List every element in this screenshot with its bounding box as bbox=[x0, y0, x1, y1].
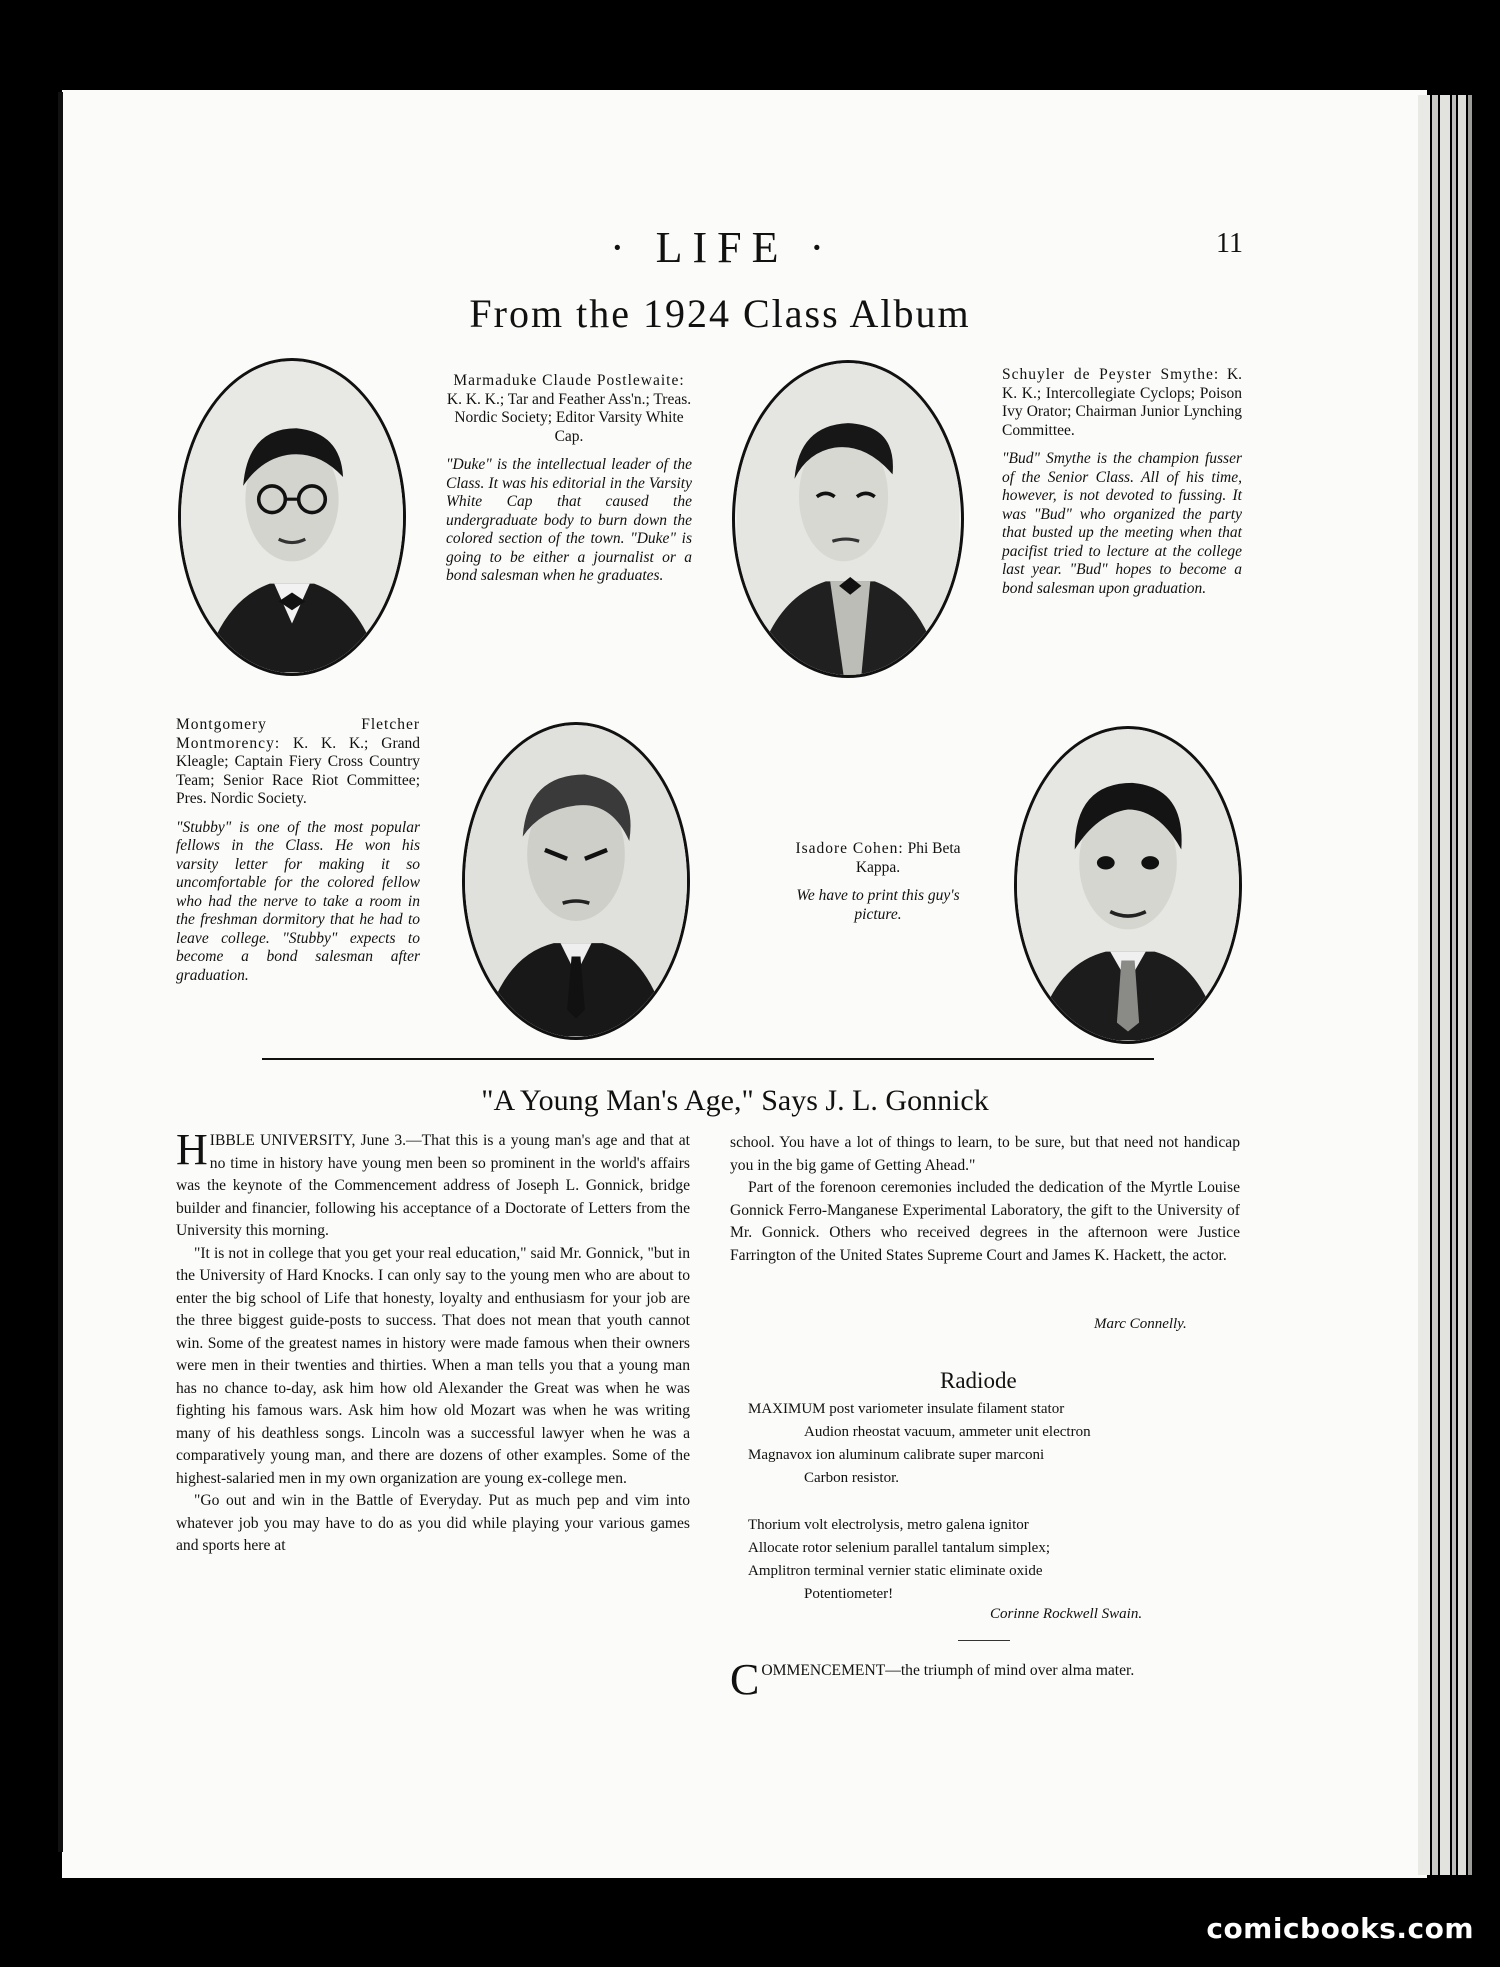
page-edge bbox=[1432, 95, 1438, 1875]
page-number: 11 bbox=[1216, 228, 1243, 259]
student-blurb: "Bud" Smythe is the champion fusser of the Senior Class. All of his time, however, is not devoted to fussing. It was "Bud" who organized the party that busted up the meeting when that pacifist tried to lecture at the college last year. "Bud" hopes to become a bond salesman upon graduation. bbox=[1002, 450, 1242, 597]
article-paragraph: HIBBLE UNIVERSITY, June 3.—That this is a young man's age and that at no time in history have young men been so prominent in the world's affairs was the keynote of the Commencement address of Joseph L. Gonnick, bridge builder and financier, following his acceptance of a Doctorate of Letters from the University this morning. bbox=[176, 1125, 690, 1239]
caption-cohen bbox=[780, 840, 976, 924]
student-details: K. K. K.; Grand Kleagle; Captain Fiery Cross Country Team; Senior Race Riot Committee; Pres. Nordic Society. bbox=[176, 734, 420, 807]
poem-signature: Corinne Rockwell Swain. bbox=[990, 1606, 1143, 1622]
student-details: K. K. K.; Intercollegiate Cyclops; Poison Ivy Orator; Chairman Junior Lynching Committee. bbox=[1002, 366, 1243, 439]
portrait-cohen bbox=[1014, 726, 1242, 1044]
student-blurb: "Duke" is the intellectual leader of the Class. It was his editorial in the Varsity White Cap that caused the undergraduate body to burn down the colored section of the town. "Duke" is going to be either a journalist or a bond salesman when he graduates. bbox=[446, 456, 692, 584]
masthead: · LIFE · bbox=[610, 223, 835, 272]
poem-stanza-2: Thorium volt electrolysis, metro galena ignitor Allocate rotor selenium parallel tantalum simplex; Amplitron terminal vernier static eliminate oxide Potentiometer! bbox=[748, 1517, 1050, 1602]
student-name: Schuyler de Peyster Smythe: bbox=[1002, 366, 1220, 383]
page-edge bbox=[1468, 95, 1472, 1875]
student-blurb: We have to print this guy's picture. bbox=[796, 887, 960, 923]
album-title: From the 1924 Class Album bbox=[469, 291, 971, 336]
watermark: comicbooks.com bbox=[1206, 1912, 1474, 1945]
page-edge bbox=[1418, 95, 1430, 1875]
student-name: Marmaduke Claude Postlewaite: bbox=[453, 372, 685, 389]
drop-cap: C bbox=[730, 1655, 760, 1704]
article-paragraph: school. You have a lot of things to learn, to be sure, but that need not handicap you in the big game of Getting Ahead." bbox=[730, 1134, 1240, 1174]
page-edge bbox=[1452, 95, 1456, 1875]
short-divider bbox=[958, 1640, 1010, 1641]
commencement-note: COMMENCEMENT—the triumph of mind over alma mater. bbox=[730, 1655, 1135, 1704]
article-paragraph: "Go out and win in the Battle of Everyday. Put as much pep and vim into whatever job you may have to do as you did while playing your various games and sports here at bbox=[176, 1492, 690, 1554]
article-column-right bbox=[730, 1132, 1240, 1267]
student-details: Phi Beta Kappa. bbox=[855, 840, 961, 876]
caption-smythe bbox=[1002, 366, 1242, 598]
student-name: Montgomery Fletcher Montmorency: bbox=[176, 716, 420, 752]
portrait-smythe bbox=[732, 360, 964, 678]
portrait-montmorency bbox=[462, 722, 690, 1040]
caption-montmorency bbox=[176, 716, 420, 985]
book-spine bbox=[58, 92, 63, 1852]
article-title: "A Young Man's Age," Says J. L. Gonnick bbox=[481, 1084, 989, 1117]
student-blurb: "Stubby" is one of the most popular fellows in the Class. He won his varsity letter for making it so uncomfortable for the colored fellow who had the nerve to take a room in the freshman dormitory that he had to leave college. "Stubby" expects to become a bond salesman after graduation. bbox=[176, 818, 420, 984]
page-edge bbox=[1458, 95, 1466, 1875]
poem-stanza-1: MAXIMUM post variometer insulate filament stator Audion rheostat vacuum, ammeter unit electron Magnavox ion aluminum calibrate super marconi Carbon resistor. bbox=[748, 1401, 1091, 1486]
student-name: Isadore Cohen: bbox=[795, 840, 904, 857]
portrait-postlewaite bbox=[178, 358, 406, 676]
student-details: K. K. K.; Tar and Feather Ass'n.; Treas. Nordic Society; Editor Varsity White Cap. bbox=[446, 390, 692, 445]
poem-title: Radiode bbox=[940, 1368, 1017, 1393]
drop-cap: H bbox=[176, 1125, 208, 1174]
caption-postlewaite bbox=[446, 372, 692, 586]
article-paragraph: "It is not in college that you get your real education," said Mr. Gonnick, "but in the University of Hard Knocks. I can only say to the young men who are about to enter the big school of Life that honesty, loyalty and enthusiasm for your job are the three biggest guide-posts to success. That does not mean that youth cannot win. Some of the greatest names in history were made famous when their owners were men in their twenties and thirties. When a man tells you that a young man has no chance to-day, ask him how old Alexander the Great was when he was fighting his famous wars. Ask him how old Mozart was when he was writing many of his deathless songs. Lincoln was a successful lawyer when he was a comparatively young man, and there are dozens of other examples. Some of the highest-salaried men in my own organization are young ex-college men. bbox=[176, 1244, 690, 1487]
article-paragraph: Part of the forenoon ceremonies included the dedication of the Myrtle Louise Gonnick Ferro-Manganese Experimental Laboratory, the gift to the University of Mr. Gonnick. Others who received degrees in the afternoon were Justice Farrington of the United States Supreme Court and James K. Hackett, the actor. bbox=[730, 1179, 1240, 1264]
page-edge bbox=[1440, 95, 1450, 1875]
article-column-left bbox=[176, 1125, 690, 1558]
article-signature: Marc Connelly. bbox=[1094, 1316, 1187, 1332]
section-divider bbox=[262, 1058, 1154, 1060]
